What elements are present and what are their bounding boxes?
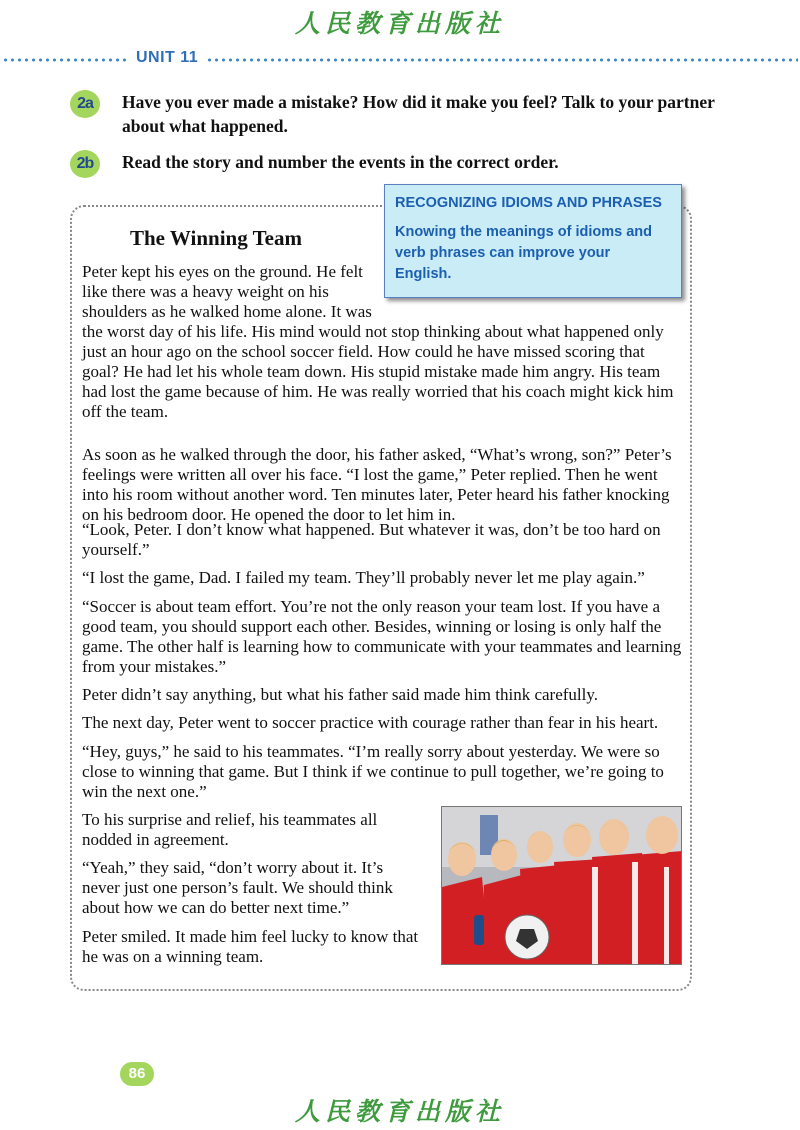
task-text-2a: Have you ever made a mistake? How did it make you feel? Talk to your partner about what happened. (122, 92, 715, 136)
task-text-2b: Read the story and number the events in the correct order. (122, 152, 559, 172)
story-paragraph-1-text: Peter kept his eyes on the ground. He felt like there was a heavy weight on his shoulders as he walked home alone. It was the worst day of his life. His mind would not stop thinking about what happened only just an hour ago on the school soccer field. How could he have missed scoring that goal? He had let his whole team down. His stupid mistake made him angry. His team had lost the game because of him. He was really worried that his coach might kick him off the team. (82, 262, 674, 421)
unit-label: UNIT 11 (136, 49, 199, 66)
page-number: 86 (120, 1062, 154, 1086)
story-paragraph-5: “Soccer is about team effort. You’re not the only reason your team lost. If you have a good team, you should support each other. Besides, winning or losing is only half the game. The other half is learning how to communicate with your teammates and learning from your mistakes.” (82, 597, 682, 676)
publisher-logo-top: 人民教育出版社 (294, 9, 505, 38)
story-paragraph-10: “Yeah,” they said, “don’t worry about it. It’s never just one person’s fault. We should think about how we can do better next time.” (82, 858, 393, 917)
story-paragraph-1 (82, 262, 674, 421)
task-badge-2a: 2a (70, 90, 100, 118)
task-badge-2b: 2b (70, 150, 100, 178)
story-paragraph-2: As soon as he walked through the door, his father asked, “What’s wrong, son?” Peter’s feelings were written all over his face. “I lost the game,” Peter replied. Then he went into his room without another word. Ten minutes later, Peter heard his father knocking on his bedroom door. He opened the door to let him in. (82, 445, 672, 524)
story-title: The Winning Team (130, 226, 302, 250)
story-paragraph-9: To his surprise and relief, his teammates all nodded in agreement. (82, 810, 378, 849)
story-paragraph-11: Peter smiled. It made him feel lucky to know that he was on a winning team. (82, 927, 419, 966)
dotted-rule-left (2, 58, 128, 62)
story-paragraph-7: The next day, Peter went to soccer practice with courage rather than fear in his heart. (82, 713, 659, 732)
soccer-team-photo (441, 806, 682, 965)
unit-header (0, 48, 800, 72)
dotted-rule-right (206, 58, 798, 62)
story-paragraph-4: “I lost the game, Dad. I failed my team. They’ll probably never let me play again.” (82, 568, 645, 587)
story-paragraph-6: Peter didn’t say anything, but what his father said made him think carefully. (82, 685, 599, 704)
story-paragraph-8: “Hey, guys,” he said to his teammates. “I’m really sorry about yesterday. We were so close to winning that game. But I think if we continue to pull together, we’re going to win the next one.” (82, 742, 664, 801)
publisher-logo-bottom: 人民教育出版社 (294, 1097, 505, 1126)
story-paragraph-3: “Look, Peter. I don’t know what happened. But whatever it was, don’t be too hard on yourself.” (82, 520, 661, 559)
reading-tip-heading: RECOGNIZING IDIOMS AND PHRASES (395, 195, 662, 211)
reading-tip-body: Knowing the meanings of idioms and verb phrases can improve your English. (395, 224, 652, 282)
